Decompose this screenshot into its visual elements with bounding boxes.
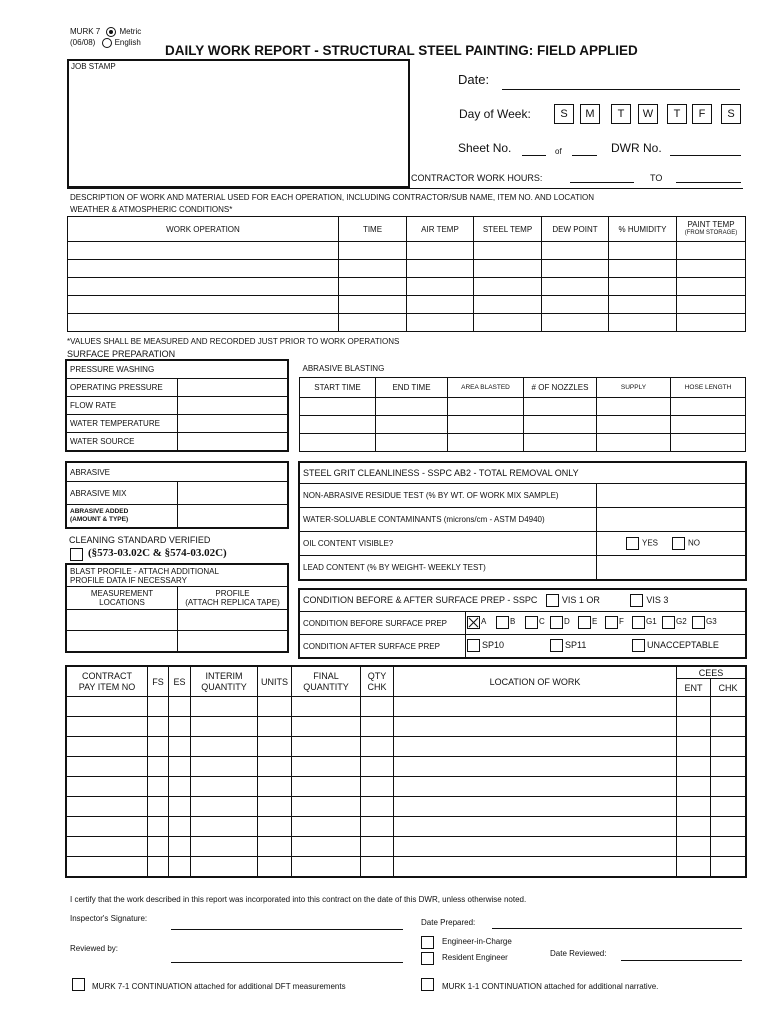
- table-row[interactable]: [67, 757, 746, 777]
- day-box-tue[interactable]: T: [611, 104, 631, 124]
- murk11-label: MURK 1-1 CONTINUATION attached for additional narrative.: [442, 982, 659, 991]
- sp11-label: SP11: [565, 640, 587, 650]
- abrasive-added-label: [67, 505, 178, 528]
- cond-e-checkbox[interactable]: [578, 616, 591, 629]
- english-label: English: [114, 38, 141, 47]
- col-steel-temp: STEEL TEMP: [474, 217, 542, 242]
- unacceptable-checkbox[interactable]: [632, 639, 645, 652]
- table-row[interactable]: [68, 314, 746, 332]
- sp11-checkbox[interactable]: [550, 639, 563, 652]
- day-box-mon[interactable]: M: [580, 104, 600, 124]
- weather-header-row: [68, 217, 746, 242]
- hours-from-field[interactable]: [570, 182, 634, 183]
- date-prepared-field[interactable]: [492, 928, 742, 929]
- dwr-label: DWR No.: [611, 141, 662, 155]
- description-line-2: WEATHER & ATMOSPHERIC CONDITIONS*: [70, 205, 233, 214]
- date-reviewed-field[interactable]: [621, 960, 742, 961]
- pay-item-label: PAY ITEM NO: [78, 681, 136, 692]
- interim-label: INTERIM: [205, 670, 243, 681]
- job-stamp-label: JOB STAMP: [71, 62, 116, 71]
- vis1-label: VIS 1 OR: [561, 594, 600, 605]
- water-temp-field[interactable]: [178, 415, 288, 433]
- table-row[interactable]: [67, 737, 746, 757]
- col-fs: FS: [148, 667, 169, 697]
- table-row[interactable]: [67, 610, 288, 631]
- pressure-washing-table: [66, 360, 288, 451]
- col-work-operation: WORK OPERATION: [68, 217, 339, 242]
- condition-table: [299, 589, 746, 658]
- oil-yes-label: YES: [642, 538, 659, 548]
- lead-content-label: LEAD CONTENT (% BY WEIGHT- WEEKLY TEST): [300, 556, 597, 580]
- col-qty-chk: [361, 667, 394, 697]
- col-interim: [191, 667, 258, 697]
- cond-g2-label: G2: [676, 617, 687, 626]
- col-area-blasted: AREA BLASTED: [448, 378, 524, 398]
- condition-before-label: CONDITION BEFORE SURFACE PREP: [300, 612, 466, 635]
- cond-g1-label: G1: [646, 617, 657, 626]
- cond-b-checkbox[interactable]: [496, 616, 509, 629]
- reviewed-by-label: Reviewed by:: [70, 944, 119, 953]
- engineer-label: Engineer-in-Charge: [442, 937, 512, 946]
- sheet-total-field[interactable]: [572, 155, 597, 156]
- cond-f-label: F: [619, 617, 624, 626]
- table-row[interactable]: [300, 434, 746, 452]
- cond-g2-checkbox[interactable]: [662, 616, 675, 629]
- murk71-label: MURK 7-1 CONTINUATION attached for additional DFT measurements: [92, 982, 346, 991]
- operating-pressure-label: OPERATING PRESSURE: [67, 379, 178, 397]
- vis3-checkbox[interactable]: [630, 594, 643, 607]
- weather-table: [67, 216, 746, 332]
- abrasive-added-line-2: (AMOUNT & TYPE): [70, 516, 129, 523]
- abrasive-blasting-title: ABRASIVE BLASTING: [300, 360, 746, 378]
- col-hose-length: HOSE LENGTH: [671, 378, 746, 398]
- dwr-no-field[interactable]: [670, 155, 741, 156]
- blast-profile-title-1: BLAST PROFILE - ATTACH ADDITIONAL: [70, 566, 219, 576]
- col-cees: CEES: [677, 667, 746, 679]
- residue-test-field[interactable]: [597, 484, 746, 508]
- qty-chk-label: CHK: [367, 681, 387, 692]
- table-row[interactable]: [68, 296, 746, 314]
- locations-label: LOCATIONS: [99, 598, 145, 607]
- job-stamp-box[interactable]: [67, 59, 410, 188]
- cond-c-label: C: [539, 617, 545, 626]
- resident-checkbox[interactable]: [421, 952, 434, 965]
- condition-title: CONDITION BEFORE & AFTER SURFACE PREP - SSPC: [303, 594, 538, 605]
- paint-temp-sub: (FROM STORAGE): [684, 230, 738, 236]
- inspector-label: Inspector's Signature:: [70, 914, 148, 923]
- oil-no-label: NO: [688, 538, 701, 548]
- table-row[interactable]: [67, 797, 746, 817]
- cond-e-label: E: [592, 617, 598, 626]
- qty-label: QTY: [367, 670, 387, 681]
- col-time: TIME: [339, 217, 407, 242]
- table-row[interactable]: [300, 416, 746, 434]
- table-row[interactable]: [67, 631, 288, 652]
- english-radio[interactable]: [102, 38, 112, 48]
- water-temp-label: WATER TEMPERATURE: [67, 415, 178, 433]
- condition-after-label: CONDITION AFTER SURFACE PREP: [300, 635, 466, 658]
- abrasive-mix-field[interactable]: [178, 482, 288, 505]
- certify-text: I certify that the work described in this report was incorporated into this contract on the date of this DWR, unless otherwise noted.: [70, 895, 527, 904]
- table-row[interactable]: [67, 817, 746, 837]
- abrasive-added-field[interactable]: [178, 505, 288, 528]
- table-row[interactable]: [68, 242, 746, 260]
- operating-pressure-field[interactable]: [178, 379, 288, 397]
- contaminants-label: WATER-SOLUABLE CONTAMINANTS (microns/cm - ASTM D4940): [300, 508, 597, 532]
- col-ent: ENT: [677, 679, 711, 697]
- grit-title: STEEL GRIT CLEANLINESS - SSPC AB2 - TOTAL REMOVAL ONLY: [300, 463, 746, 484]
- blast-profile-title: [67, 565, 288, 587]
- abrasive-table: [66, 462, 288, 528]
- metric-label: Metric: [119, 27, 142, 36]
- cleaning-standard-spec: (§573-03.02C & §574-03.02C): [88, 547, 227, 559]
- blast-profile-table: [66, 564, 288, 652]
- reviewed-by-field[interactable]: [171, 962, 403, 963]
- col-profile: [178, 587, 288, 610]
- col-es: ES: [169, 667, 191, 697]
- weather-note: *VALUES SHALL BE MEASURED AND RECORDED JUST PRIOR TO WORK OPERATIONS: [67, 337, 400, 346]
- oil-content-options: [597, 532, 746, 556]
- cond-a-checkbox[interactable]: [467, 616, 480, 629]
- col-start-time: START TIME: [300, 378, 376, 398]
- description-line-1: DESCRIPTION OF WORK AND MATERIAL USED FOR EACH OPERATION, INCLUDING CONTRACTOR/SUB NAME, ITEM NO. AND LOCATION: [70, 193, 595, 202]
- cleaning-standard-title: CLEANING STANDARD VERIFIED: [69, 535, 211, 545]
- surface-prep-title: SURFACE PREPARATION: [67, 349, 176, 359]
- sheet-label: Sheet No.: [458, 141, 512, 155]
- col-end-time: END TIME: [376, 378, 448, 398]
- col-paint-temp: [677, 217, 746, 242]
- day-box-fri[interactable]: F: [692, 104, 712, 124]
- engineer-checkbox[interactable]: [421, 936, 434, 949]
- cond-g1-checkbox[interactable]: [632, 616, 645, 629]
- sheet-no-field[interactable]: [522, 155, 546, 156]
- day-box-thu[interactable]: T: [667, 104, 687, 124]
- resident-label: Resident Engineer: [442, 953, 508, 962]
- col-measurement-locations: [67, 587, 178, 610]
- col-dew-point: DEW POINT: [542, 217, 609, 242]
- paint-temp-label: PAINT TEMP: [687, 220, 735, 229]
- pay-item-table: [66, 666, 746, 877]
- water-source-label: WATER SOURCE: [67, 433, 178, 451]
- table-row[interactable]: [67, 777, 746, 797]
- table-row[interactable]: [67, 717, 746, 737]
- day-box-wed[interactable]: W: [638, 104, 658, 124]
- final-qty-label: QUANTITY: [303, 681, 349, 692]
- final-label: FINAL: [313, 670, 339, 681]
- table-row[interactable]: [68, 278, 746, 296]
- sp10-label: SP10: [482, 640, 505, 650]
- flow-rate-field[interactable]: [178, 397, 288, 415]
- cond-c-checkbox[interactable]: [525, 616, 538, 629]
- cond-a-label: A: [481, 617, 487, 626]
- col-air-temp: AIR TEMP: [407, 217, 474, 242]
- form-id-block: [70, 26, 141, 48]
- col-nozzles: # OF NOZZLES: [524, 378, 597, 398]
- col-chk: CHK: [711, 679, 746, 697]
- vis3-label: VIS 3: [646, 594, 669, 605]
- date-field[interactable]: [502, 89, 740, 90]
- cleaning-standard-checkbox[interactable]: [70, 548, 83, 561]
- table-row[interactable]: [300, 398, 746, 416]
- contractor-hours-label: CONTRACTOR WORK HOURS:: [411, 173, 543, 183]
- contaminants-field[interactable]: [597, 508, 746, 532]
- cond-d-label: D: [564, 617, 570, 626]
- abrasive-blasting-table: [299, 360, 746, 452]
- unacceptable-label: UNACCEPTABLE: [647, 640, 719, 650]
- lead-content-field[interactable]: [597, 556, 746, 580]
- col-final: [292, 667, 361, 697]
- oil-yes-checkbox[interactable]: [626, 537, 639, 550]
- day-box-sun[interactable]: S: [554, 104, 574, 124]
- cond-g3-checkbox[interactable]: [692, 616, 705, 629]
- to-label: TO: [650, 173, 663, 183]
- blast-profile-title-2: PROFILE DATA IF NECESSARY: [70, 575, 187, 585]
- col-location: LOCATION OF WORK: [394, 667, 677, 697]
- condition-before-options: [466, 612, 746, 635]
- profile-label: PROFILE: [215, 589, 250, 598]
- vis1-checkbox[interactable]: [546, 594, 559, 607]
- col-contract: [67, 667, 148, 697]
- flow-rate-label: FLOW RATE: [67, 397, 178, 415]
- residue-test-label: NON-ABRASIVE RESIDUE TEST (% BY WT. OF WORK MIX SAMPLE): [300, 484, 597, 508]
- sp10-checkbox[interactable]: [467, 639, 480, 652]
- murk71-checkbox[interactable]: [72, 978, 85, 991]
- hours-to-field[interactable]: [676, 182, 741, 183]
- replica-tape-label: (ATTACH REPLICA TAPE): [185, 598, 280, 607]
- contract-label: CONTRACT: [82, 670, 132, 681]
- cond-g3-label: G3: [706, 617, 717, 626]
- inspector-signature-field[interactable]: [171, 929, 403, 930]
- cond-f-checkbox[interactable]: [605, 616, 618, 629]
- form-title: DAILY WORK REPORT - STRUCTURAL STEEL PAINTING: FIELD APPLIED: [165, 43, 638, 58]
- table-row[interactable]: [68, 260, 746, 278]
- condition-after-options: [466, 635, 746, 658]
- col-units: UNITS: [258, 667, 292, 697]
- of-label: of: [555, 147, 562, 156]
- form-date: (06/08): [70, 38, 96, 47]
- col-supply: SUPPLY: [597, 378, 671, 398]
- interim-qty-label: QUANTITY: [201, 681, 247, 692]
- table-row[interactable]: [67, 697, 746, 717]
- day-of-week-label: Day of Week:: [459, 107, 531, 121]
- grit-cleanliness-table: [299, 462, 746, 580]
- murk11-checkbox[interactable]: [421, 978, 434, 991]
- table-row[interactable]: [67, 857, 746, 877]
- date-label: Date:: [458, 72, 490, 87]
- day-box-sat[interactable]: S: [721, 104, 741, 124]
- oil-no-checkbox[interactable]: [672, 537, 685, 550]
- abrasive-added-line-1: ABRASIVE ADDED: [70, 508, 129, 515]
- measurement-label: MEASUREMENT: [90, 589, 154, 598]
- date-reviewed-label: Date Reviewed:: [550, 949, 607, 958]
- water-source-field[interactable]: [178, 433, 288, 451]
- col-humidity: % HUMIDITY: [609, 217, 677, 242]
- abrasive-title: ABRASIVE: [67, 463, 288, 482]
- form-id: MURK 7: [70, 27, 101, 36]
- header-divider: [67, 188, 743, 189]
- date-prepared-label: Date Prepared:: [421, 918, 476, 927]
- table-row[interactable]: [67, 837, 746, 857]
- pressure-washing-title: PRESSURE WASHING: [67, 361, 288, 379]
- cond-b-label: B: [510, 617, 516, 626]
- condition-title-row: [300, 590, 746, 612]
- metric-radio[interactable]: [106, 27, 116, 37]
- abrasive-mix-label: ABRASIVE MIX: [67, 482, 178, 505]
- oil-content-label: OIL CONTENT VISIBLE?: [300, 532, 597, 556]
- cond-d-checkbox[interactable]: [550, 616, 563, 629]
